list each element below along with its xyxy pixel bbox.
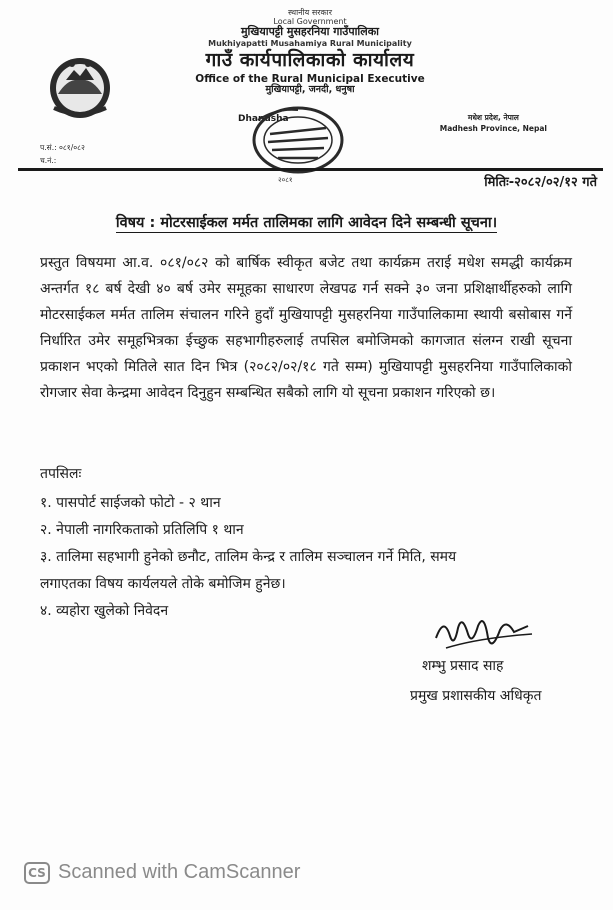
nepal-emblem-icon: [44, 50, 116, 122]
list-item: २. नेपाली नागरिकताको प्रतिलिपि १ थान: [40, 522, 244, 538]
list-item: लगाएतका विषय कार्यलयले तोके बमोजिम हुनेछ।: [40, 576, 286, 592]
signatory-name: शम्भु प्रसाद साह: [422, 658, 504, 674]
province-nep: मधेश प्रदेश, नेपाल: [467, 113, 519, 122]
office-nep: गाउँ कार्यपालिकाको कार्यालय: [205, 49, 415, 72]
municipality-nep: मुखियापट्टी मुसहरनिया गाउँपालिका: [240, 25, 380, 39]
district-eng: Dhanusha: [238, 114, 289, 124]
subject-text: विषय : मोटरसाईकल मर्मत तालिमका लागि आवेदन दिने सम्बन्धी सूचना।: [115, 215, 498, 231]
list-item: ४. व्यहोरा खुलेको निवेदन: [40, 603, 169, 619]
office-seal-icon: [246, 100, 350, 176]
list-item: १. पासपोर्ट साईजको फोटो - २ थान: [40, 495, 221, 511]
signature-icon: [428, 608, 538, 660]
letterhead: [160, 8, 460, 96]
camscanner-watermark: [24, 861, 300, 884]
notice-date: मितिः-२०८२/०२/१२ गते: [484, 175, 597, 190]
signatory-title: प्रमुख प्रशासकीय अधिकृत: [410, 688, 542, 704]
dispatch-no: च.नं.:: [40, 155, 57, 165]
ref-no: प.सं.: ०८१/०८२: [40, 143, 85, 152]
notice-body: प्रस्तुत विषयमा आ.व. ०८१/०८२ को बार्षिक स्वीकृत बजेट तथा कार्यक्रम तराई मधेश समद्धी कार्यक्रम अन्तर्गत १८ बर्ष देखी ४० बर्ष उमेर समूहका साधारण लेखपढ गर्न सक्ने ३० जना प्रशिक्षार्थीहरुको लागि मोटरसाईकल मर्मत तालिम संचालन गरिने हुदाँ मुखियापट्टी मुसहरनिया गाउँपालिकामा स्थायी बसोबास गर्ने निर्धारित उमेर समूहभित्रका ईच्छुक सहभागीहरुलाई तपसिल बमोजिमको कागजात संलग्न राखी सूचना प्रकाशन भएको मितिले सात दिन भित्र (२०८२/०२/१८ गते सम्म) मुखियापट्टी मुसहरनिया गाउँपालिकाको रोगजार सेवा केन्द्रमा आवेदन दिनुहुन सम्बन्धित सबैको लागि यो सूचना प्रकाशन गरिएको छ।: [40, 255, 572, 401]
reference-block: [40, 142, 85, 168]
notice-subject: [0, 212, 613, 232]
header-divider: [18, 168, 603, 171]
watermark-text: Scanned with CamScanner: [58, 861, 301, 883]
province-eng: Madhesh Province, Nepal: [439, 124, 547, 134]
camscanner-logo-icon: CS: [24, 862, 50, 884]
office-eng: Office of the Rural Municipal Executive: [195, 73, 425, 86]
province-block: [440, 112, 547, 135]
local-govt-nep: स्थानीय सरकार: [288, 8, 332, 17]
address-nep: मुखियापट्टी, जनदी, धनुषा: [265, 84, 355, 96]
stamp-date: २०८१: [278, 176, 293, 184]
municipality-eng: Mukhiyapatti Musahamiya Rural Municipality: [208, 39, 412, 49]
tapasil-title: तपसिलः: [40, 466, 82, 482]
local-govt-eng: Local Government: [273, 17, 347, 27]
requirements-list: [40, 490, 580, 625]
list-item: ३. तालिमा सहभागी हुनेको छनौट, तालिम केन्द्र र तालिम सञ्चालन गर्ने मिति, समय: [40, 549, 457, 565]
